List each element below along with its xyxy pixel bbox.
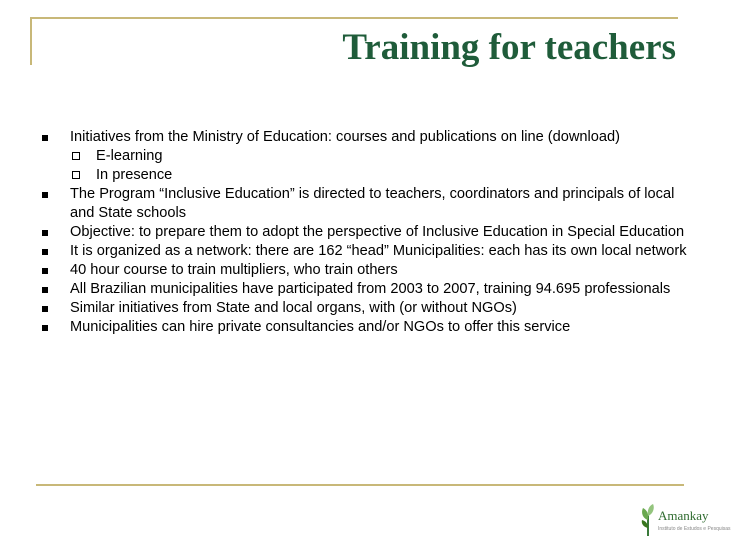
list-item [38,318,688,337]
list-item-text: It is organized as a network: there are 162 “head” Municipalities: each has its own local network [70,243,687,259]
list-item-text: All Brazilian municipalities have participated from 2003 to 2007, training 94.695 professionals [70,281,671,297]
sub-list-item [38,166,688,185]
list-item [38,223,688,242]
list-item [38,261,688,280]
frame-left-line [30,17,32,65]
list-item-text: Municipalities can hire private consultancies and/or NGOs to offer this service [70,319,571,335]
footer-line [36,484,684,486]
plant-icon [639,500,657,538]
list-item-text: Similar initiatives from State and local organs, with (or without NGOs) [70,300,517,316]
list-item [38,185,688,223]
square-bullet-icon [42,325,48,331]
list-item-text: Initiatives from the Ministry of Education: courses and publications on line (download) [70,129,620,145]
hollow-square-bullet-icon [72,152,80,160]
square-bullet-icon [42,230,48,236]
sub-list-item [38,147,688,166]
amankay-logo [638,498,731,540]
list-item [38,299,688,318]
logo-tagline: Instituto de Estudos e Pesquisas [658,526,731,532]
slide-title: Training for teachers [342,27,676,68]
list-item [38,280,688,299]
square-bullet-icon [42,306,48,312]
list-item [38,128,688,147]
square-bullet-icon [42,287,48,293]
frame-top-line [30,17,678,19]
list-item [38,242,688,261]
hollow-square-bullet-icon [72,171,80,179]
square-bullet-icon [42,268,48,274]
square-bullet-icon [42,249,48,255]
list-item-text: The Program “Inclusive Education” is directed to teachers, coordinators and principals of local and State schools [70,186,675,221]
bullet-list [38,128,688,337]
sub-list-item-text: E-learning [96,148,163,164]
square-bullet-icon [42,135,48,141]
list-item-text: 40 hour course to train multipliers, who train others [70,262,398,278]
square-bullet-icon [42,192,48,198]
sub-list-item-text: In presence [96,167,173,183]
logo-name: Amankay [658,508,709,523]
list-item-text: Objective: to prepare them to adopt the perspective of Inclusive Education in Special Education [70,224,685,240]
